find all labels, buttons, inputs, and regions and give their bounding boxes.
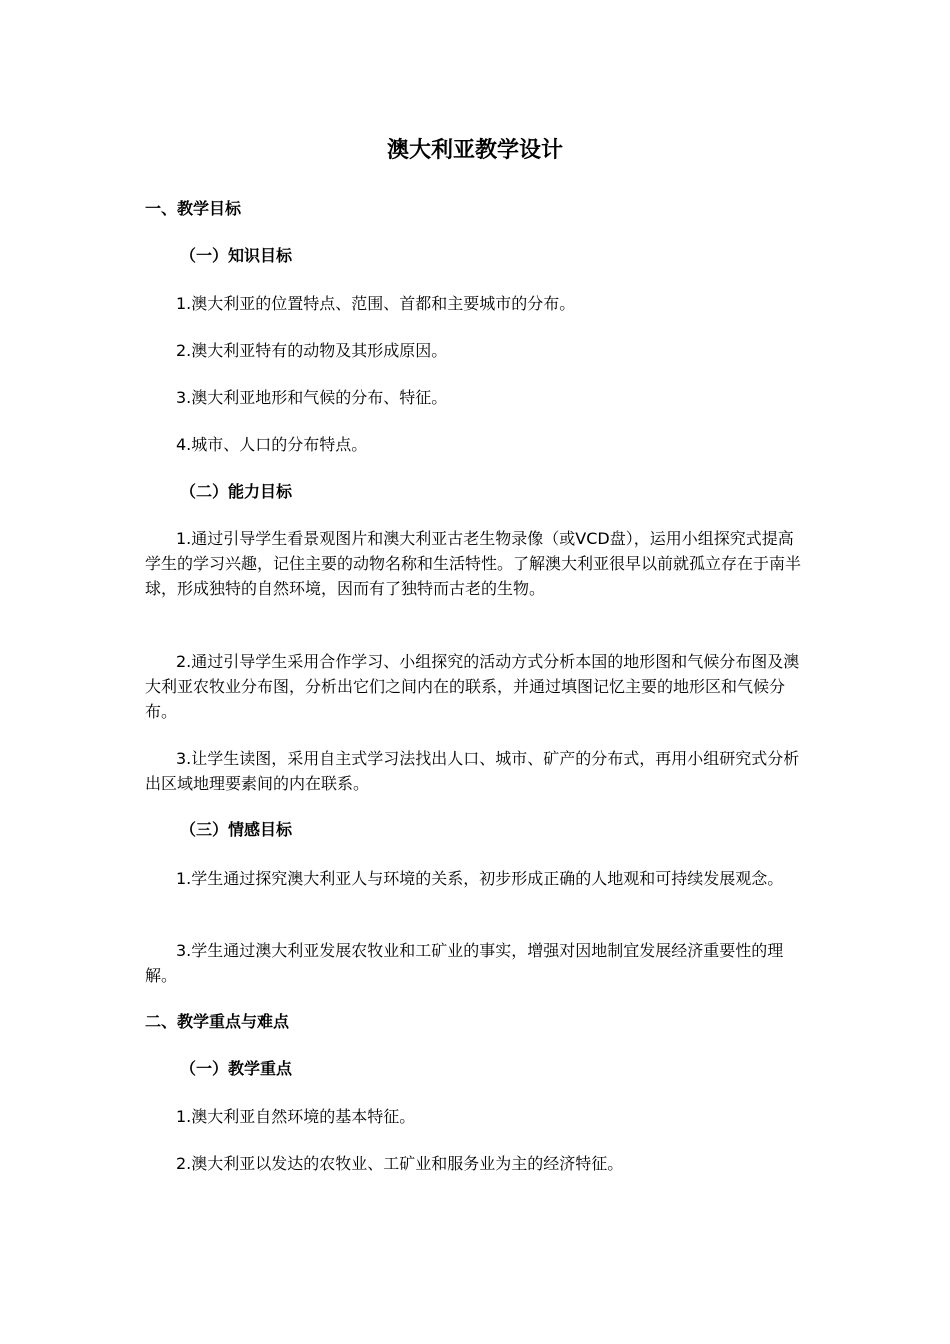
subsection-heading-knowledge: （一）知识目标 [180,246,293,265]
list-item: 1.澳大利亚自然环境的基本特征。 [176,1107,416,1126]
section-heading-key-points: 二、教学重点与难点 [145,1012,290,1031]
document-title: 澳大利亚教学设计 [386,138,563,163]
list-item: 2.澳大利亚以发达的农牧业、工矿业和服务业为主的经济特征。 [176,1154,624,1173]
list-item: 2.通过引导学生采用合作学习、小组探究的活动方式分析本国的地形图和气候分布图及澳大利亚农牧业分布图，分析出它们之间内在的联系，并通过填图记忆主要的地形区和气候分布。 [145,652,800,721]
list-item: 3.让学生读图，采用自主式学习法找出人口、城市、矿产的分布式，再用小组研究式分析出区域地理要素间的内在联系。 [145,749,800,793]
list-item: 3.学生通过澳大利亚发展农牧业和工矿业的事实，增强对因地制宜发展经济重要性的理解。 [145,941,784,985]
list-item: 4.城市、人口的分布特点。 [176,435,368,454]
list-item: 1.澳大利亚的位置特点、范围、首都和主要城市的分布。 [176,294,576,313]
list-item: 2.澳大利亚特有的动物及其形成原因。 [176,341,448,360]
list-item: 1.学生通过探究澳大利亚人与环境的关系，初步形成正确的人地观和可持续发展观念。 [176,869,784,888]
subsection-heading-ability: （二）能力目标 [180,482,293,501]
subsection-heading-teaching-focus: （一）教学重点 [180,1059,293,1078]
subsection-heading-emotion: （三）情感目标 [180,820,293,839]
list-item: 3.澳大利亚地形和气候的分布、特征。 [176,388,448,407]
list-item: 1.通过引导学生看景观图片和澳大利亚古老生物录像（或VCD盘），运用小组探究式提高学生的学习兴趣，记住主要的动物名称和生活特性。了解澳大利亚很早以前就孤立存在于南半球，形成独特的自然环境，因而有了独特而古老的生物。 [145,529,802,598]
section-heading-teaching-goals: 一、教学目标 [145,199,242,218]
